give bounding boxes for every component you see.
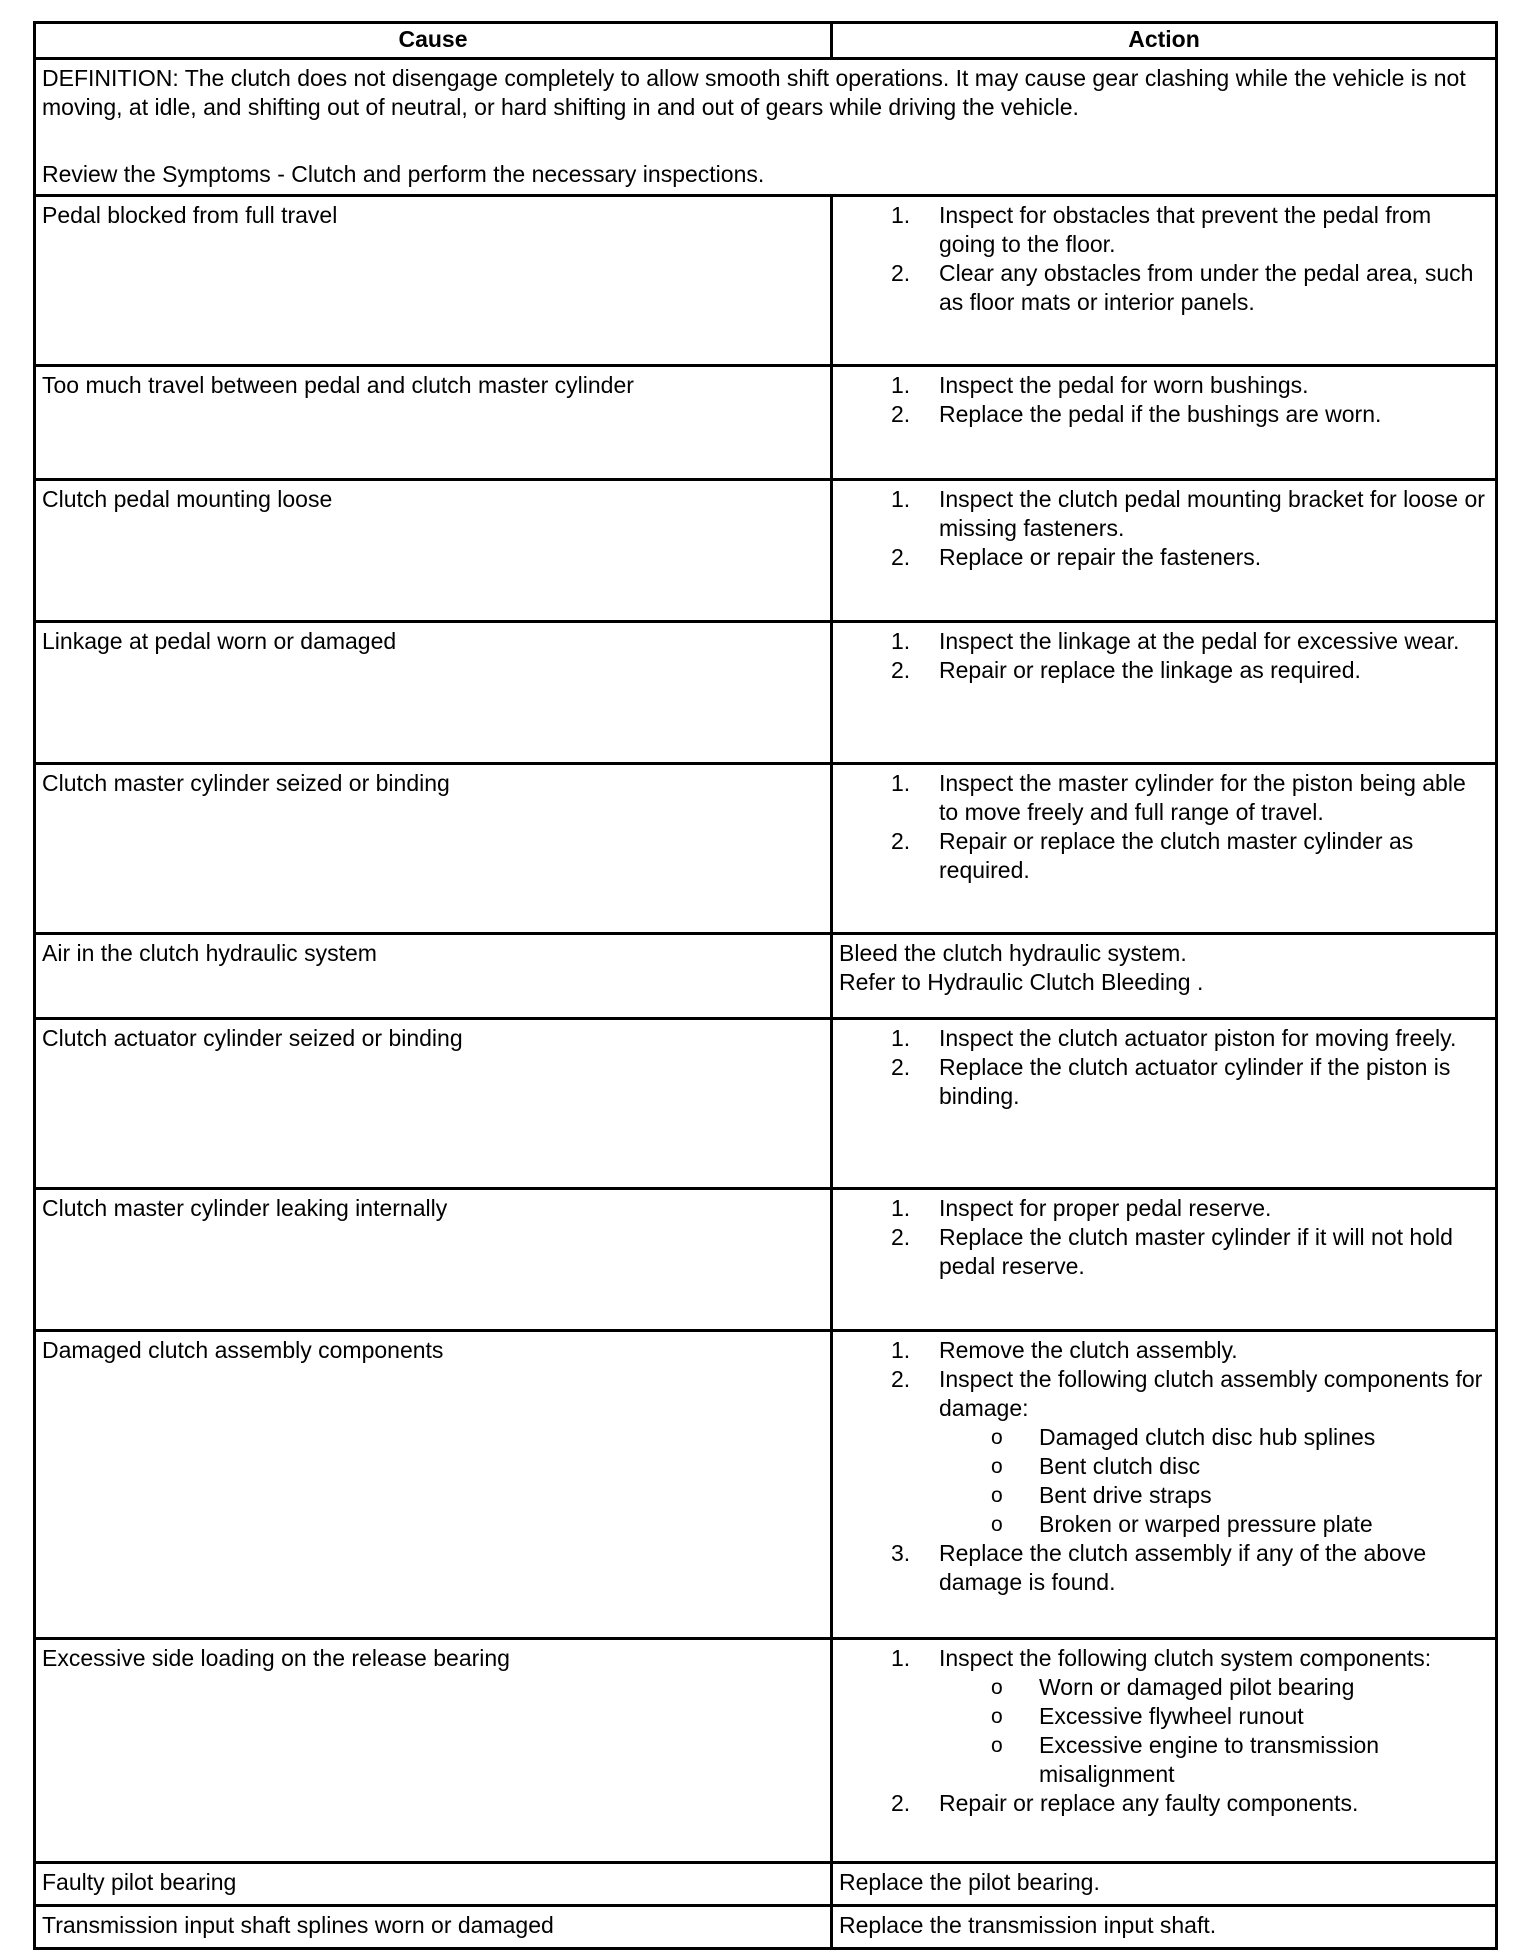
definition-text: DEFINITION: The clutch does not disengage completely to allow smooth shift operations. It may cause gear clashing while the vehicle is not moving, at idle, and shifting out of neutral, or hard shifting in and out of gears while driving the vehicle. bbox=[42, 65, 1466, 120]
action-text: Bleed the clutch hydraulic system. bbox=[839, 940, 1187, 966]
action-step bbox=[839, 1365, 1489, 1539]
step-text: Inspect the master cylinder for the piston being able to move freely and full range of travel. bbox=[939, 770, 1466, 825]
cause-cell: Clutch actuator cylinder seized or binding bbox=[35, 1019, 832, 1189]
table-row bbox=[35, 1019, 1497, 1189]
step-number: 1. bbox=[891, 1025, 911, 1051]
action-step bbox=[839, 1539, 1489, 1597]
sub-list-item bbox=[939, 1731, 1489, 1789]
action-step bbox=[839, 1053, 1489, 1111]
table-row bbox=[35, 1639, 1497, 1863]
step-text: Replace the pedal if the bushings are worn. bbox=[939, 401, 1382, 427]
action-text: Replace the transmission input shaft. bbox=[839, 1912, 1217, 1938]
action-steps bbox=[839, 371, 1489, 429]
action-cell bbox=[832, 1906, 1497, 1949]
step-text: Replace or repair the fasteners. bbox=[939, 544, 1262, 570]
step-number: 2. bbox=[891, 1054, 911, 1080]
sub-list-item bbox=[939, 1702, 1489, 1731]
step-text: Replace the clutch assembly if any of the above damage is found. bbox=[939, 1540, 1427, 1595]
review-text: Review the Symptoms - Clutch and perform the necessary inspections. bbox=[42, 161, 765, 187]
sub-item-text: Bent drive straps bbox=[1039, 1482, 1212, 1508]
step-text: Inspect the pedal for worn bushings. bbox=[939, 372, 1309, 398]
action-step bbox=[839, 259, 1489, 317]
step-number: 1. bbox=[891, 1645, 911, 1671]
step-text: Repair or replace the linkage as required. bbox=[939, 657, 1361, 683]
step-text: Replace the clutch actuator cylinder if the piston is binding. bbox=[939, 1054, 1451, 1109]
action-steps bbox=[839, 627, 1489, 685]
step-text: Replace the clutch master cylinder if it will not hold pedal reserve. bbox=[939, 1224, 1453, 1279]
action-cell bbox=[832, 196, 1497, 366]
action-cell bbox=[832, 1639, 1497, 1863]
diagnostic-table bbox=[33, 21, 1498, 1950]
sub-item-text: Excessive engine to transmission misalignment bbox=[1039, 1732, 1380, 1787]
step-number: 2. bbox=[891, 1366, 911, 1392]
bullet-icon: o bbox=[991, 1676, 1003, 1699]
action-cell bbox=[832, 1189, 1497, 1331]
action-text: Replace the pilot bearing. bbox=[839, 1869, 1100, 1895]
action-steps bbox=[839, 201, 1489, 317]
cause-cell: Damaged clutch assembly components bbox=[35, 1331, 832, 1639]
cause-column-header: Cause bbox=[35, 23, 832, 59]
action-cell bbox=[832, 480, 1497, 622]
action-column-header: Action bbox=[832, 23, 1497, 59]
cause-cell: Clutch master cylinder seized or binding bbox=[35, 764, 832, 934]
action-steps bbox=[839, 1194, 1489, 1281]
bullet-icon: o bbox=[991, 1513, 1003, 1536]
step-number: 1. bbox=[891, 372, 911, 398]
step-number: 1. bbox=[891, 486, 911, 512]
action-cell bbox=[832, 366, 1497, 480]
action-cell bbox=[832, 1863, 1497, 1906]
step-text: Inspect the following clutch system components: bbox=[939, 1645, 1432, 1671]
definition-cell bbox=[35, 59, 1497, 196]
action-steps bbox=[839, 1644, 1489, 1818]
action-step bbox=[839, 485, 1489, 543]
action-steps bbox=[839, 485, 1489, 572]
cause-cell: Faulty pilot bearing bbox=[35, 1863, 832, 1906]
table-row bbox=[35, 196, 1497, 366]
cause-cell: Air in the clutch hydraulic system bbox=[35, 934, 832, 1019]
step-number: 2. bbox=[891, 401, 911, 427]
action-step bbox=[839, 656, 1489, 685]
table-row bbox=[35, 1331, 1497, 1639]
action-steps bbox=[839, 769, 1489, 885]
step-number: 3. bbox=[891, 1540, 911, 1566]
sub-item-text: Damaged clutch disc hub splines bbox=[1039, 1424, 1376, 1450]
action-text: Refer to Hydraulic Clutch Bleeding . bbox=[839, 969, 1204, 995]
action-cell bbox=[832, 764, 1497, 934]
bullet-icon: o bbox=[991, 1484, 1003, 1507]
action-step bbox=[839, 1024, 1489, 1053]
action-step bbox=[839, 769, 1489, 827]
step-number: 2. bbox=[891, 657, 911, 683]
step-text: Inspect the clutch actuator piston for moving freely. bbox=[939, 1025, 1457, 1051]
sub-item-text: Worn or damaged pilot bearing bbox=[1039, 1674, 1355, 1700]
bullet-icon: o bbox=[991, 1734, 1003, 1757]
action-step bbox=[839, 627, 1489, 656]
cause-cell: Excessive side loading on the release bearing bbox=[35, 1639, 832, 1863]
cause-cell: Linkage at pedal worn or damaged bbox=[35, 622, 832, 764]
table-row bbox=[35, 1863, 1497, 1906]
sub-item-text: Bent clutch disc bbox=[1039, 1453, 1201, 1479]
step-text: Repair or replace any faulty components. bbox=[939, 1790, 1359, 1816]
sub-list-item bbox=[939, 1452, 1489, 1481]
cause-cell: Clutch pedal mounting loose bbox=[35, 480, 832, 622]
action-cell bbox=[832, 1019, 1497, 1189]
bullet-icon: o bbox=[991, 1455, 1003, 1478]
action-step bbox=[839, 1336, 1489, 1365]
action-cell bbox=[832, 622, 1497, 764]
bullet-icon: o bbox=[991, 1705, 1003, 1728]
step-number: 1. bbox=[891, 1337, 911, 1363]
cause-cell: Transmission input shaft splines worn or damaged bbox=[35, 1906, 832, 1949]
action-step bbox=[839, 1789, 1489, 1818]
header-row bbox=[35, 23, 1497, 59]
sub-list bbox=[939, 1423, 1489, 1539]
step-number: 1. bbox=[891, 1195, 911, 1221]
step-text: Inspect for proper pedal reserve. bbox=[939, 1195, 1272, 1221]
sub-list-item bbox=[939, 1673, 1489, 1702]
table-row bbox=[35, 366, 1497, 480]
step-number: 1. bbox=[891, 628, 911, 654]
step-text: Clear any obstacles from under the pedal area, such as floor mats or interior panels. bbox=[939, 260, 1474, 315]
step-number: 2. bbox=[891, 260, 911, 286]
action-cell bbox=[832, 934, 1497, 1019]
table-row bbox=[35, 480, 1497, 622]
step-number: 2. bbox=[891, 1790, 911, 1816]
table-row bbox=[35, 934, 1497, 1019]
sub-item-text: Broken or warped pressure plate bbox=[1039, 1511, 1373, 1537]
step-number: 2. bbox=[891, 544, 911, 570]
table-row bbox=[35, 1906, 1497, 1949]
sub-item-text: Excessive flywheel runout bbox=[1039, 1703, 1304, 1729]
sub-list-item bbox=[939, 1510, 1489, 1539]
step-text: Repair or replace the clutch master cylinder as required. bbox=[939, 828, 1414, 883]
table-row bbox=[35, 764, 1497, 934]
definition-row bbox=[35, 59, 1497, 196]
action-steps bbox=[839, 1336, 1489, 1597]
action-step bbox=[839, 371, 1489, 400]
action-step bbox=[839, 1644, 1489, 1789]
table-row bbox=[35, 1189, 1497, 1331]
action-step bbox=[839, 1223, 1489, 1281]
table-row bbox=[35, 622, 1497, 764]
step-text: Inspect the linkage at the pedal for excessive wear. bbox=[939, 628, 1460, 654]
action-step bbox=[839, 827, 1489, 885]
action-cell bbox=[832, 1331, 1497, 1639]
action-step bbox=[839, 201, 1489, 259]
action-steps bbox=[839, 1024, 1489, 1111]
step-number: 2. bbox=[891, 828, 911, 854]
sub-list-item bbox=[939, 1481, 1489, 1510]
action-step bbox=[839, 1194, 1489, 1223]
step-text: Inspect the clutch pedal mounting bracket for loose or missing fasteners. bbox=[939, 486, 1485, 541]
sub-list-item bbox=[939, 1423, 1489, 1452]
cause-cell: Pedal blocked from full travel bbox=[35, 196, 832, 366]
bullet-icon: o bbox=[991, 1426, 1003, 1449]
step-text: Inspect the following clutch assembly components for damage: bbox=[939, 1366, 1483, 1421]
action-step bbox=[839, 543, 1489, 572]
step-text: Remove the clutch assembly. bbox=[939, 1337, 1238, 1363]
step-number: 2. bbox=[891, 1224, 911, 1250]
sub-list bbox=[939, 1673, 1489, 1789]
action-step bbox=[839, 400, 1489, 429]
cause-cell: Too much travel between pedal and clutch master cylinder bbox=[35, 366, 832, 480]
cause-cell: Clutch master cylinder leaking internally bbox=[35, 1189, 832, 1331]
step-number: 1. bbox=[891, 770, 911, 796]
step-number: 1. bbox=[891, 202, 911, 228]
step-text: Inspect for obstacles that prevent the pedal from going to the floor. bbox=[939, 202, 1432, 257]
